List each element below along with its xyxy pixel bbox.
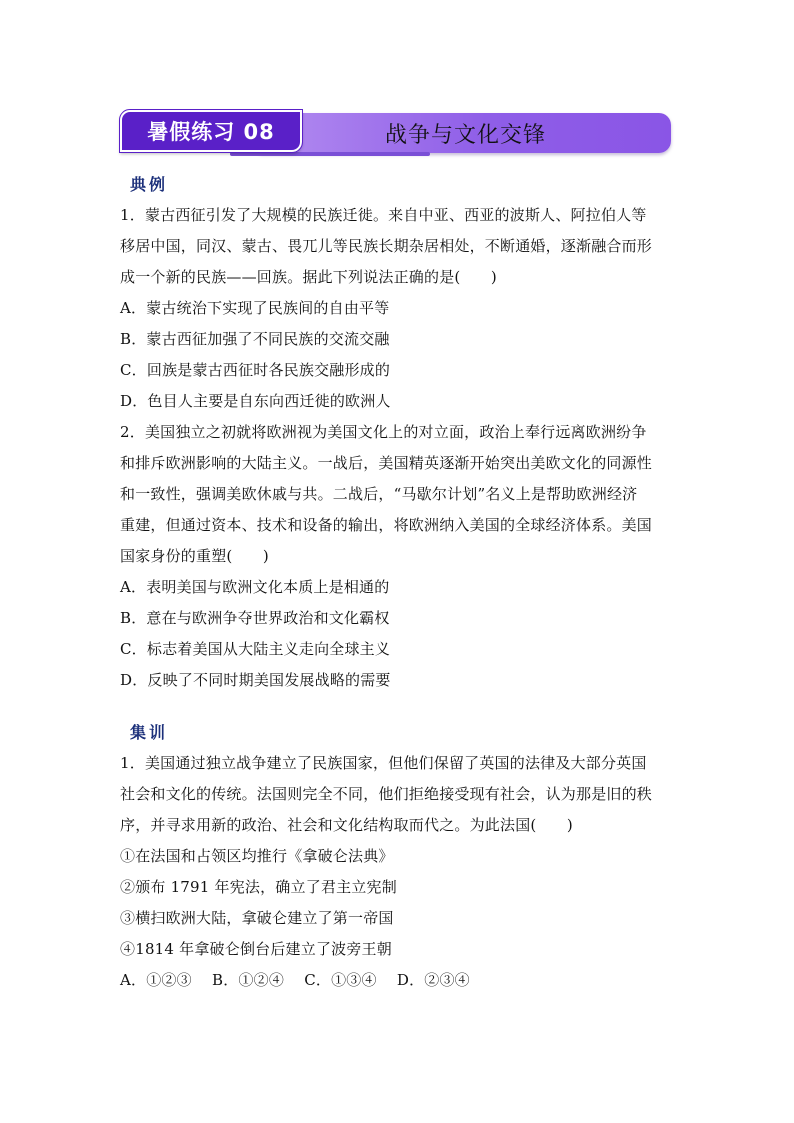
- statement-line: ③横扫欧洲大陆，拿破仑建立了第一帝国: [120, 909, 394, 927]
- option-line: C．标志着美国从大陆主义走向全球主义: [120, 640, 391, 658]
- text-line: 2．美国独立之初就将欧洲视为美国文化上的对立面，政治上奉行远离欧洲纷争: [120, 423, 647, 441]
- option-line: C．回族是蒙古西征时各民族交融形成的: [120, 361, 391, 379]
- text-line: 成一个新的民族——回族。据此下列说法正确的是( ): [120, 268, 497, 286]
- section-heading-practice: 集训: [130, 723, 169, 742]
- statement-line: ①在法国和占领区均推行《拿破仑法典》: [120, 847, 394, 865]
- document-body: [120, 170, 680, 996]
- exercise-tag: 暑假练习 08: [120, 110, 302, 152]
- text-line: 重建，但通过资本、技术和设备的输出，将欧洲纳入美国的全球经济体系。美国: [120, 516, 653, 534]
- section-spacer: [120, 696, 680, 718]
- option-line: A．表明美国与欧洲文化本质上是相通的: [120, 578, 390, 596]
- text-line: 移居中国，同汉、蒙古、畏兀儿等民族长期杂居相处，不断通婚，逐渐融合而形: [120, 237, 653, 255]
- option-line: B．蒙古西征加强了不同民族的交流交融: [120, 330, 390, 348]
- text-line: 社会和文化的传统。法国则完全不同，他们拒绝接受现有社会，认为那是旧的秩: [120, 785, 653, 803]
- page-title: 战争与文化交锋: [384, 122, 546, 148]
- answer-options: A．①②③ B．①②④ C．①③④ D．②③④: [120, 971, 470, 989]
- option-line: D．色目人主要是自东向西迁徙的欧洲人: [120, 392, 391, 410]
- text-line: 国家身份的重塑( ): [120, 547, 269, 565]
- examples-section: [120, 200, 680, 696]
- statement-line: ②颁布 1791 年宪法，确立了君主立宪制: [120, 878, 397, 896]
- option-line: B．意在与欧洲争夺世界政治和文化霸权: [120, 609, 390, 627]
- practice-section: [120, 748, 680, 996]
- text-line: 和一致性，强调美欧休戚与共。二战后，“马歇尔计划”名义上是帮助欧洲经济: [120, 485, 638, 503]
- text-line: 序，并寻求用新的政治、社会和文化结构取而代之。为此法国( ): [120, 816, 573, 834]
- text-line: 和排斥欧洲影响的大陆主义。一战后，美国精英逐渐开始突出美欧文化的同源性: [120, 454, 653, 472]
- option-line: D．反映了不同时期美国发展战略的需要: [120, 671, 391, 689]
- text-line: 1．蒙古西征引发了大规模的民族迁徙。来自中亚、西亚的波斯人、阿拉伯人等: [120, 206, 647, 224]
- title-banner: [120, 110, 671, 154]
- option-line: A．蒙古统治下实现了民族间的自由平等: [120, 299, 390, 317]
- statement-line: ④1814 年拿破仑倒台后建立了波旁王朝: [120, 940, 392, 958]
- section-heading-examples: 典例: [130, 175, 169, 194]
- text-line: 1．美国通过独立战争建立了民族国家，但他们保留了英国的法律及大部分英国: [120, 754, 647, 772]
